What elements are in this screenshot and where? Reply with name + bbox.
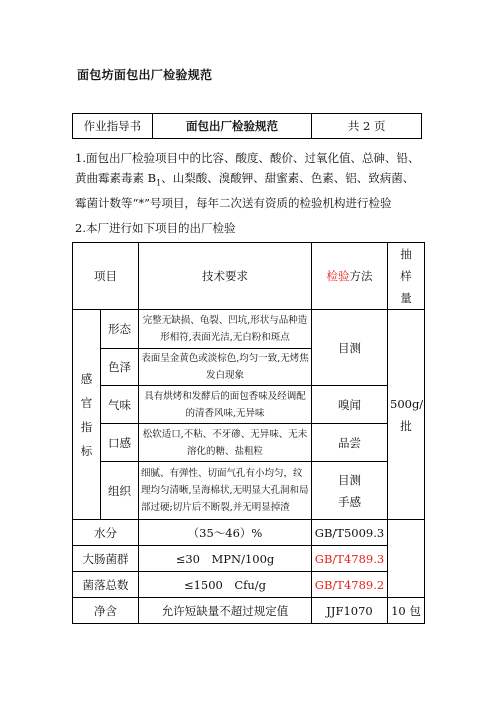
- row-req-texture: 细腻、有弹性、切面气孔有小均匀，纹理均匀清晰,呈海棉状,无明显大孔洞和局部过硬;切片后不断裂,并无明显掉渣: [139, 462, 312, 520]
- row-method-taste: 品尝: [312, 424, 388, 462]
- row-req-color: 表面呈金黄色或淡棕色,均匀一致,无烤焦发白现象: [139, 349, 312, 386]
- row-req-net: 允许短缺量不超过规定值: [139, 598, 312, 624]
- subscript-1: 1: [156, 178, 162, 188]
- row-name-colony: 菌落总数: [73, 572, 139, 598]
- table-row: [73, 598, 425, 624]
- table-row: [73, 572, 425, 598]
- texture-method-line-1: 目测: [338, 472, 361, 487]
- paragraph-1-line-1: 1.面包出厂检验项目中的比容、酸度、酸价、过氧化值、总砷、铅、: [75, 151, 420, 165]
- row-req-taste: 松软适口,不粘、不牙碜、无异味、无未溶化的糖、盐粗粒: [139, 424, 312, 462]
- inspection-table: [72, 242, 425, 624]
- row-sample-net: 10 包: [388, 598, 425, 624]
- paragraph-1: [75, 148, 425, 213]
- row-method-texture: [312, 462, 388, 520]
- row-name-net: 净含: [73, 598, 139, 624]
- row-name-coliform: 大肠菌群: [73, 546, 139, 572]
- row-method-net: JJF1070: [312, 598, 388, 624]
- row-req-shape: 完整无缺损、龟裂、凹坑,形状与品种造形相符,表面光洁,无白粉和斑点: [139, 310, 312, 349]
- table-row: [73, 520, 425, 546]
- paragraph-1-line-2b: 、山梨酸、溴酸钾、甜蜜素、色素、铝、致病菌、: [161, 171, 415, 185]
- row-req-colony: ≤1500 Cfu/g: [139, 572, 312, 598]
- header-table: [72, 113, 422, 139]
- header-doc-type: 作业指导书: [73, 114, 153, 139]
- head-method-red: 检验: [326, 269, 350, 283]
- sample-empty: [388, 520, 425, 598]
- paragraph-2: 2.本厂进行如下项目的出厂检验: [75, 221, 236, 235]
- row-method-moisture: GB/T5009.3: [312, 520, 388, 546]
- head-sample-line-1: 抽 样: [400, 247, 424, 283]
- head-item: 项目: [73, 243, 139, 310]
- row-name-shape: 形态: [101, 310, 139, 349]
- table-header-row: [73, 243, 425, 310]
- head-requirement: 技术要求: [139, 243, 312, 310]
- sensory-char-1: 感: [80, 371, 93, 386]
- table-row: [73, 462, 425, 520]
- row-name-smell: 气味: [101, 386, 139, 424]
- sensory-char-4: 标: [80, 443, 93, 458]
- row-name-moisture: 水分: [73, 520, 139, 546]
- row-method-smell: 嗅闻: [312, 386, 388, 424]
- row-name-color: 色泽: [101, 349, 139, 386]
- row-method-colony: GB/T4789.2: [312, 572, 388, 598]
- row-req-smell: 具有烘烤和发酵后的面包香味及经调配的清香风味,无异味: [139, 386, 312, 424]
- sensory-char-3: 指: [80, 419, 93, 434]
- row-req-coliform: ≤30 MPN/100g: [139, 546, 312, 572]
- header-doc-name: 面包出厂检验规范: [152, 114, 312, 139]
- head-sample: [388, 243, 425, 310]
- table-row: [73, 310, 425, 349]
- sensory-char-2: 官: [80, 395, 93, 410]
- paragraph-1-line-2: [75, 168, 425, 193]
- sensory-label: [73, 310, 101, 520]
- row-name-texture: 组织: [101, 462, 139, 520]
- head-method-black: 方法: [349, 269, 373, 283]
- texture-method-line-2: 手感: [338, 494, 361, 509]
- paragraph-1-line-2a: 黄曲霉素毒素 B: [75, 171, 157, 185]
- table-row: [73, 386, 425, 424]
- row-name-taste: 口感: [101, 424, 139, 462]
- table-row: [73, 424, 425, 462]
- row-method-coliform: GB/T4789.3: [312, 546, 388, 572]
- method-visual: 目测: [312, 310, 388, 386]
- header-page-count: 共 2 页: [312, 114, 422, 139]
- sample-amount-line-2: 批: [400, 418, 412, 433]
- sample-amount: [388, 310, 425, 520]
- head-method: [312, 243, 388, 310]
- row-req-moisture: （35～46）%: [139, 520, 312, 546]
- head-sample-line-2: 量: [400, 291, 412, 305]
- paragraph-1-line-3: 霉菌计数等“*”号项目，每年二次送有资质的检验机构进行检验: [75, 196, 392, 211]
- document-title: 面包坊面包出厂检验规范: [77, 68, 213, 82]
- table-row: [73, 546, 425, 572]
- sample-amount-line-1: 500g/: [390, 396, 424, 411]
